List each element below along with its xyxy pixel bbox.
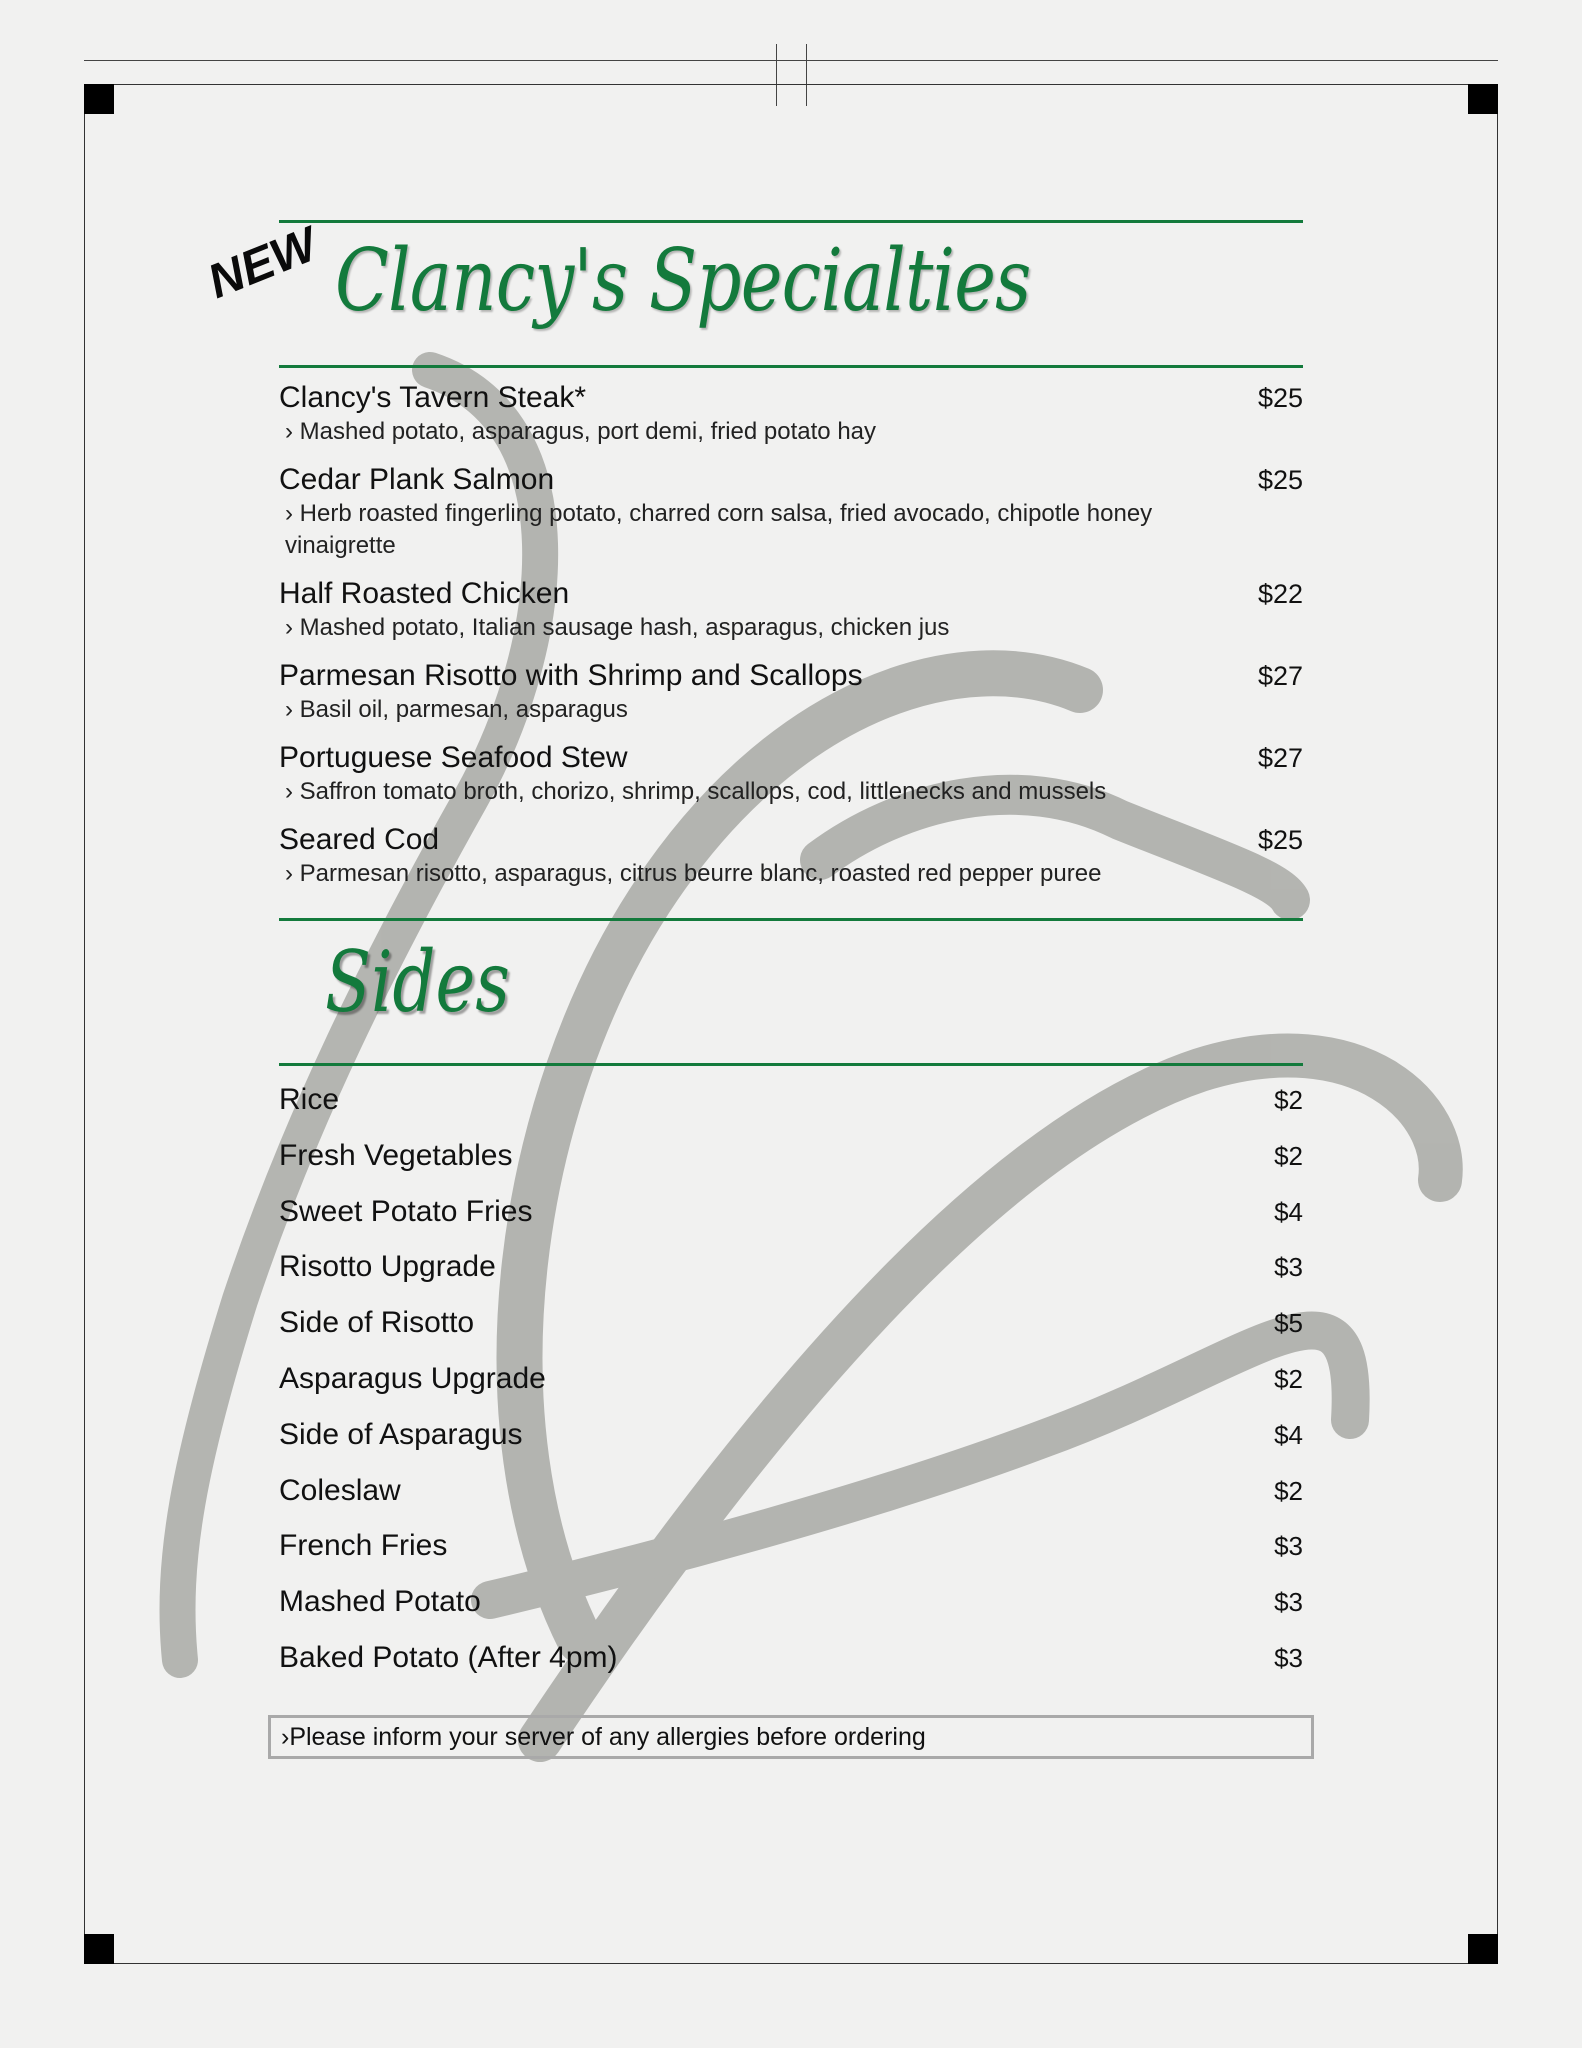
side-item bbox=[279, 1634, 1303, 1690]
item-description: › Parmesan risotto, asparagus, citrus beurre blanc, roasted red pepper puree bbox=[285, 860, 1102, 887]
side-price: $3 bbox=[1274, 1252, 1303, 1283]
side-name: Rice bbox=[279, 1083, 340, 1116]
side-name: Risotto Upgrade bbox=[279, 1250, 496, 1284]
menu-item bbox=[279, 380, 1303, 448]
item-name: Parmesan Risotto with Shrimp and Scallops bbox=[279, 659, 863, 692]
side-item bbox=[279, 1299, 1303, 1355]
corner-mark bbox=[1468, 1934, 1498, 1964]
specialties-header bbox=[200, 217, 1303, 365]
side-item bbox=[279, 1578, 1303, 1634]
item-name: Half Roasted Chicken bbox=[279, 577, 570, 610]
item-price: $25 bbox=[1257, 465, 1303, 495]
item-name: Portuguese Seafood Stew bbox=[279, 741, 628, 774]
item-name: Seared Cod bbox=[279, 823, 440, 856]
side-price: $4 bbox=[1274, 1419, 1303, 1450]
item-description: › Herb roasted fingerling potato, charred corn salsa, fried avocado, chipotle honey vinaigrette bbox=[285, 500, 1153, 559]
side-name: Fresh Vegetables bbox=[279, 1138, 513, 1172]
side-name: Asparagus Upgrade bbox=[279, 1361, 546, 1395]
allergy-note: ›Please inform your server of any allergies before ordering bbox=[268, 1715, 1314, 1759]
side-name: Coleslaw bbox=[279, 1473, 401, 1507]
corner-mark bbox=[84, 1934, 114, 1964]
side-price: $3 bbox=[1274, 1531, 1303, 1562]
side-item bbox=[279, 1355, 1303, 1411]
top-rule bbox=[84, 60, 1498, 61]
item-price: $22 bbox=[1257, 579, 1303, 609]
item-description: › Basil oil, parmesan, asparagus bbox=[285, 696, 628, 723]
item-price: $27 bbox=[1257, 743, 1303, 773]
menu-item bbox=[279, 462, 1303, 562]
side-price: $5 bbox=[1274, 1308, 1303, 1339]
item-description: › Mashed potato, asparagus, port demi, fried potato hay bbox=[285, 418, 877, 445]
item-price: $25 bbox=[1257, 383, 1303, 413]
side-item bbox=[279, 1188, 1303, 1244]
corner-mark bbox=[84, 84, 114, 114]
side-item bbox=[279, 1467, 1303, 1523]
side-item bbox=[279, 1076, 1303, 1132]
item-description: › Mashed potato, Italian sausage hash, asparagus, chicken jus bbox=[285, 614, 950, 641]
side-price: $3 bbox=[1274, 1642, 1303, 1673]
side-name: Side of Risotto bbox=[279, 1306, 475, 1340]
menu-item bbox=[279, 576, 1303, 644]
menu-content bbox=[200, 217, 1303, 1690]
sides-header bbox=[279, 921, 1303, 1063]
side-price: $3 bbox=[1274, 1587, 1303, 1618]
side-item bbox=[279, 1411, 1303, 1467]
item-price: $25 bbox=[1257, 825, 1303, 855]
side-price: $2 bbox=[1274, 1363, 1303, 1394]
sides-list bbox=[279, 1066, 1303, 1690]
menu-item bbox=[279, 740, 1303, 808]
section-title: Clancy's Specialties bbox=[335, 231, 1031, 331]
side-price: $2 bbox=[1274, 1140, 1303, 1171]
side-name: Sweet Potato Fries bbox=[279, 1194, 533, 1228]
side-item bbox=[279, 1132, 1303, 1188]
item-description: › Saffron tomato broth, chorizo, shrimp, scallops, cod, littlenecks and mussels bbox=[285, 778, 1107, 805]
side-price: $2 bbox=[1274, 1475, 1303, 1506]
side-price: $2 bbox=[1274, 1085, 1303, 1115]
side-item bbox=[279, 1243, 1303, 1299]
section-title: Sides bbox=[325, 933, 510, 1031]
specialties-list bbox=[279, 380, 1303, 918]
side-name: Baked Potato (After 4pm) bbox=[279, 1640, 618, 1674]
item-name: Cedar Plank Salmon bbox=[279, 463, 555, 496]
side-name: Mashed Potato bbox=[279, 1585, 481, 1619]
side-item bbox=[279, 1522, 1303, 1578]
menu-item bbox=[279, 658, 1303, 726]
corner-mark bbox=[1468, 84, 1498, 114]
side-name: Side of Asparagus bbox=[279, 1417, 523, 1451]
side-name: French Fries bbox=[279, 1529, 448, 1563]
item-name: Clancy's Tavern Steak* bbox=[279, 381, 586, 414]
item-price: $27 bbox=[1257, 661, 1303, 691]
menu-item bbox=[279, 822, 1303, 890]
side-price: $4 bbox=[1274, 1196, 1303, 1227]
new-badge: NEW bbox=[200, 217, 325, 310]
divider bbox=[279, 365, 1303, 368]
